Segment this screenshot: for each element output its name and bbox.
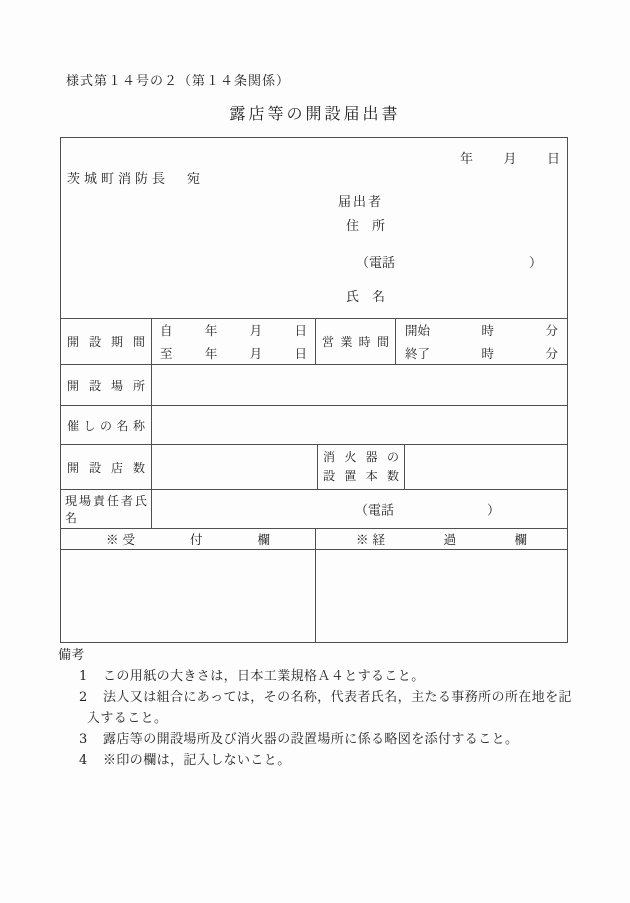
note-item-2-continuation: 入すること。 [87, 711, 168, 726]
progress-header-part2: 過 [443, 532, 456, 547]
progress-header-part1: ※ 経 [356, 532, 385, 547]
note-text: ※印の欄は，記入しないこと。 [103, 753, 291, 768]
notifier-phone-line [356, 252, 542, 271]
stalls-label: 開設店数 [67, 460, 145, 475]
address-label: 住 所 [346, 219, 386, 234]
name-label: 氏 名 [346, 290, 386, 305]
reception-header [61, 530, 315, 548]
note-number: 1 [79, 669, 88, 684]
period-to-month: 月 [249, 345, 263, 361]
form-title: 露店等の開設届出書 [229, 104, 401, 123]
event-value-cell [151, 406, 567, 444]
period-from-prefix: 自 [160, 323, 173, 339]
phone-open-label: （電話 [356, 256, 396, 271]
event-label-cell [61, 406, 151, 444]
reception-header-part1: ※ 受 [106, 532, 135, 547]
date-day-label: 日 [546, 152, 560, 167]
extinguisher-value-cell [404, 445, 567, 489]
addressee-suffix: 宛 [187, 172, 205, 187]
extinguisher-label-line1: 消火器の [323, 450, 399, 464]
hours-start-hour: 時 [481, 323, 494, 339]
place-label-cell [61, 365, 151, 405]
stalls-row [61, 444, 567, 489]
note-number: 3 [79, 732, 88, 747]
note-number: 4 [79, 753, 88, 768]
stamp-box-row [61, 549, 567, 642]
manager-label-cell [61, 490, 151, 528]
period-from-day: 日 [294, 323, 307, 339]
hours-start-label: 開始 [405, 323, 431, 339]
hours-end-line [396, 342, 567, 365]
period-to-prefix: 至 [160, 345, 173, 361]
reception-box [61, 550, 315, 642]
period-from-line [152, 319, 315, 342]
note-text: 法人又は組合にあっては，その名称，代表者氏名，主たる事務所の所在地を記 [103, 690, 572, 705]
note-text: この用紙の大きさは，日本工業規格Ａ４とすること。 [103, 669, 425, 684]
note-item-2 [58, 687, 574, 708]
period-label: 開設期間 [67, 335, 145, 349]
hours-end-label: 終了 [405, 345, 431, 361]
form-style-number: 様式第１４号の２（第１４条関係） [66, 74, 291, 89]
notes-heading: 備考 [58, 648, 85, 663]
manager-row [61, 489, 567, 528]
hours-label-cell [315, 319, 395, 364]
date-year-label: 年 [460, 152, 474, 167]
period-row [61, 318, 567, 364]
manager-value-cell [151, 490, 567, 528]
hours-value-cell [395, 319, 567, 364]
reception-header-part3: 欄 [257, 532, 270, 547]
stalls-label-cell [61, 445, 151, 489]
progress-header-cell [315, 529, 567, 549]
hours-label: 営業時間 [322, 335, 389, 349]
note-item-4 [58, 750, 574, 771]
hours-end-hour: 時 [481, 345, 494, 361]
extinguisher-label-cell [317, 445, 404, 489]
form-table [60, 137, 568, 643]
phone-close-label: ） [528, 256, 542, 271]
header-row [61, 138, 567, 318]
period-from-year: 年 [204, 323, 218, 339]
header-cell [61, 138, 567, 318]
manager-label: 現場責任者氏名 [65, 494, 147, 525]
hours-start-minute: 分 [545, 323, 558, 339]
period-from-month: 月 [249, 323, 263, 339]
extinguisher-label-line2: 設置本数 [323, 469, 399, 483]
manager-phone-line [355, 500, 500, 519]
stalls-value-cell [151, 445, 317, 489]
note-item-1 [58, 666, 574, 687]
manager-phone-close: ） [486, 503, 500, 519]
period-label-cell [61, 319, 151, 364]
period-to-day: 日 [294, 345, 307, 361]
progress-header-part3: 欄 [514, 532, 527, 547]
date-month-label: 月 [503, 152, 517, 167]
note-item-3 [58, 729, 574, 750]
reception-header-part2: 付 [189, 532, 203, 547]
reception-header-cell [61, 529, 315, 549]
stamp-header-row [61, 528, 567, 549]
event-label: 催しの名称 [67, 418, 145, 433]
place-value-cell [151, 365, 567, 405]
notes-section [58, 645, 574, 771]
note-text: 露店等の開設場所及び消火器の設置場所に係る略図を添付すること。 [103, 732, 519, 747]
event-row [61, 405, 567, 444]
notifier-label: 届出者 [338, 195, 384, 210]
submission-date-line [460, 148, 560, 167]
period-to-year: 年 [204, 345, 218, 361]
place-label: 開設場所 [67, 378, 145, 393]
progress-header [316, 530, 567, 548]
addressee-name: 茨城町消防長 [67, 172, 170, 187]
period-to-line [152, 342, 315, 365]
hours-start-line [396, 319, 567, 342]
progress-box [315, 550, 567, 642]
note-number: 2 [79, 690, 88, 705]
hours-end-minute: 分 [545, 345, 558, 361]
manager-phone-open: （電話 [355, 503, 395, 519]
place-row [61, 364, 567, 405]
addressee-line [67, 168, 204, 187]
period-value-cell [151, 319, 315, 364]
